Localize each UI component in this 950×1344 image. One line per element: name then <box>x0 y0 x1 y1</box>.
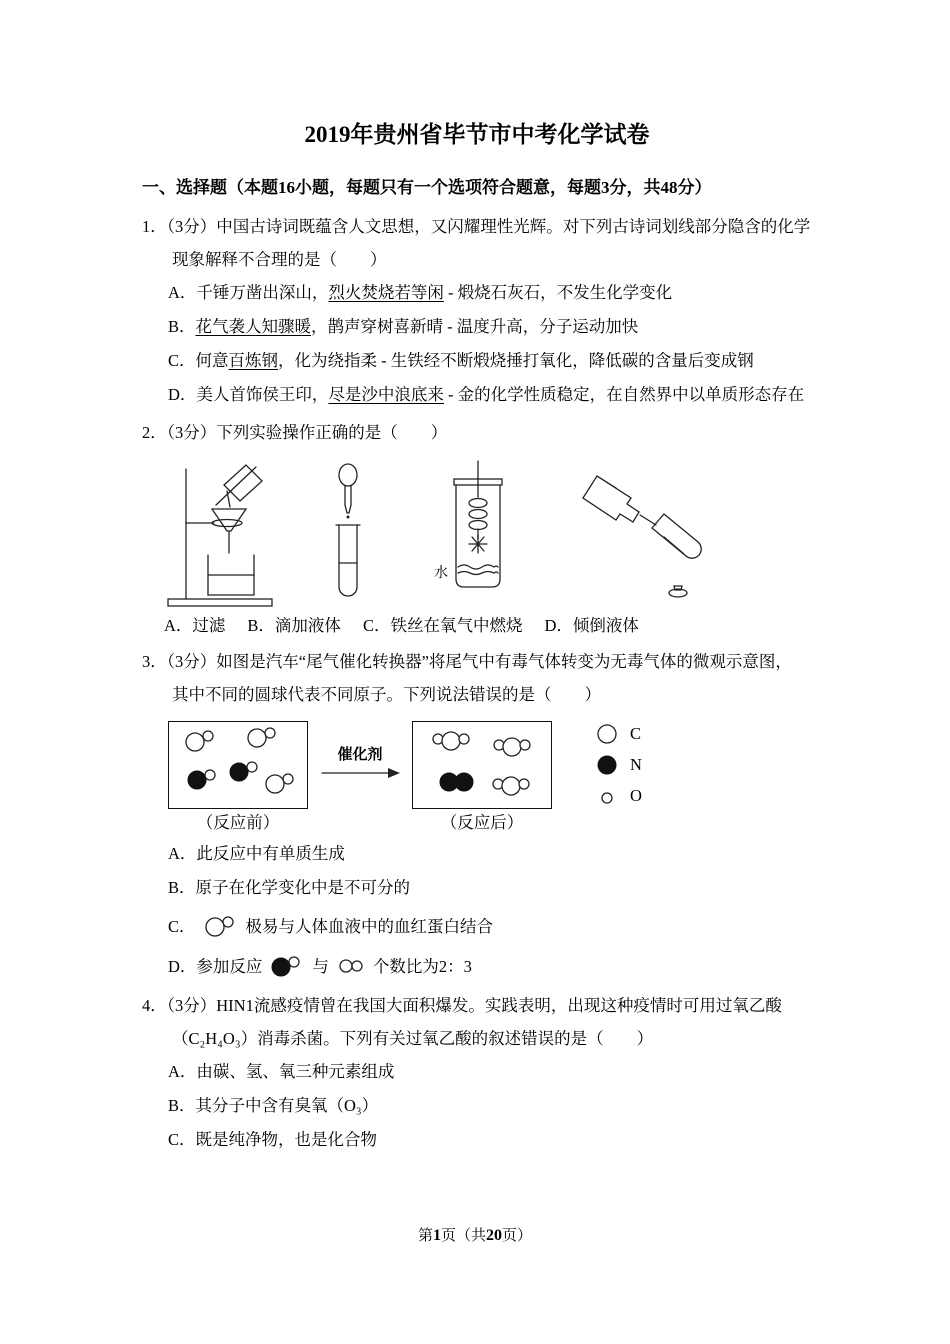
before-reaction-box <box>168 721 308 809</box>
q2-label-a: A．过滤 <box>164 616 226 635</box>
total-page-number: 20 <box>486 1227 502 1244</box>
filtration-diagram-icon <box>164 459 282 609</box>
q2-apparatus-diagrams <box>164 457 812 609</box>
after-reaction-box <box>412 721 552 809</box>
legend-oxygen: O <box>596 785 642 807</box>
catalyst-arrow <box>314 745 406 785</box>
q1-option-a: A．千锤万凿出深山，烈火焚烧若等闲 - 煅烧石灰石，不发生化学变化 <box>168 283 673 302</box>
q3-stem-line1: 3．（3分）如图是汽车“尾气催化转换器”将尾气中有毒气体转变为无毒气体的微观示意图， <box>142 652 792 671</box>
q1-option-c: C．何意百炼钢，化为绕指柔 - 生铁经不断煅烧捶打氧化，降低碳的含量后变成钢 <box>168 351 754 370</box>
water-label: 水 <box>434 566 448 581</box>
page-footer: 第1页（共20页） <box>417 1227 533 1244</box>
atom-legend <box>596 723 642 807</box>
legend-carbon: C <box>596 723 642 745</box>
catalyst-label: 催化剂 <box>337 747 383 763</box>
after-caption: （反应后） <box>440 813 524 832</box>
q4-option-c: C．既是纯净物，也是化合物 <box>168 1130 378 1149</box>
q1-option-b: B．花气袭人知骤暖，鹊声穿树喜新晴 - 温度升高，分子运动加快 <box>168 317 639 336</box>
underlined-phrase: 尽是沙中浪底来 <box>328 385 444 404</box>
question-2 <box>142 416 812 641</box>
q4-option-b: B．其分子中含有臭氧（O₃） <box>168 1096 379 1115</box>
q1-option-d: D．美人首饰侯王印，尽是沙中浪底来 - 金的化学性质稳定，在自然界中以单质形态存在 <box>168 385 805 404</box>
carbon-atom-icon <box>596 723 618 745</box>
underlined-phrase: 花气袭人知骤暖 <box>195 317 312 336</box>
q3-option-c: C． 极易与人体血液中的血红蛋白结合 <box>168 905 812 945</box>
q3-stem-line2: 其中不同的圆球代表不同原子。下列说法错误的是（ ） <box>172 685 601 704</box>
q3-option-d: D．参加反应 与 个数比为2：3 <box>168 945 812 985</box>
q2-stem: 2．（3分）下列实验操作正确的是（ ） <box>142 423 448 442</box>
iron-wire-oxygen-icon <box>414 459 534 609</box>
question-1 <box>142 210 812 412</box>
page-title: 2019年贵州省毕节市中考化学试卷 <box>304 122 650 147</box>
current-page-number: 1 <box>432 1227 441 1244</box>
q2-label-c: C．铁丝在氧气中燃烧 <box>362 616 523 635</box>
underlined-phrase: 烈火焚烧若等闲 <box>328 283 444 302</box>
q3-option-a: A．此反应中有单质生成 <box>168 844 345 863</box>
co-molecule-icon <box>203 912 239 938</box>
q4-stem-line1: 4．（3分）HIN1流感疫情曾在我国大面积爆发。实践表明，出现这种疫情时可用过氧乙酸 <box>142 996 782 1015</box>
q2-label-b: B．滴加液体 <box>247 616 341 635</box>
underlined-phrase: 百炼钢 <box>228 351 279 370</box>
section-header: 一、选择题（本题16小题，每题只有一个选项符合题意，每题3分，共48分） <box>142 178 712 197</box>
q2-option-labels <box>164 611 812 641</box>
question-3 <box>142 645 812 985</box>
q3-micro-diagram <box>168 721 812 809</box>
pouring-liquid-icon <box>560 459 712 609</box>
q2-label-d: D．倾倒液体 <box>544 616 639 635</box>
no-molecule-icon <box>269 952 305 978</box>
dropper-test-tube-icon <box>308 459 388 609</box>
question-4 <box>142 989 812 1157</box>
before-caption: （反应前） <box>196 813 280 832</box>
q3-option-b: B．原子在化学变化中是不可分的 <box>168 878 411 897</box>
nitrogen-atom-icon <box>596 754 618 776</box>
q1-stem-line1: 1．（3分）中国古诗词既蕴含人文思想，又闪耀理性光辉。对下列古诗词划线部分隐含的化学 <box>142 217 811 236</box>
q4-option-a: A．由碳、氢、氧三种元素组成 <box>168 1062 395 1081</box>
legend-nitrogen: N <box>596 754 642 776</box>
q4-stem-line2: （C₂H₄O₃）消毒杀菌。下列有关过氧乙酸的叙述错误的是（ ） <box>172 1029 654 1048</box>
q3-captions <box>168 809 812 837</box>
oxygen-atom-icon <box>596 785 618 807</box>
o2-molecule-icon <box>336 954 366 976</box>
q1-stem-line2: 现象解释不合理的是（ ） <box>172 250 387 269</box>
